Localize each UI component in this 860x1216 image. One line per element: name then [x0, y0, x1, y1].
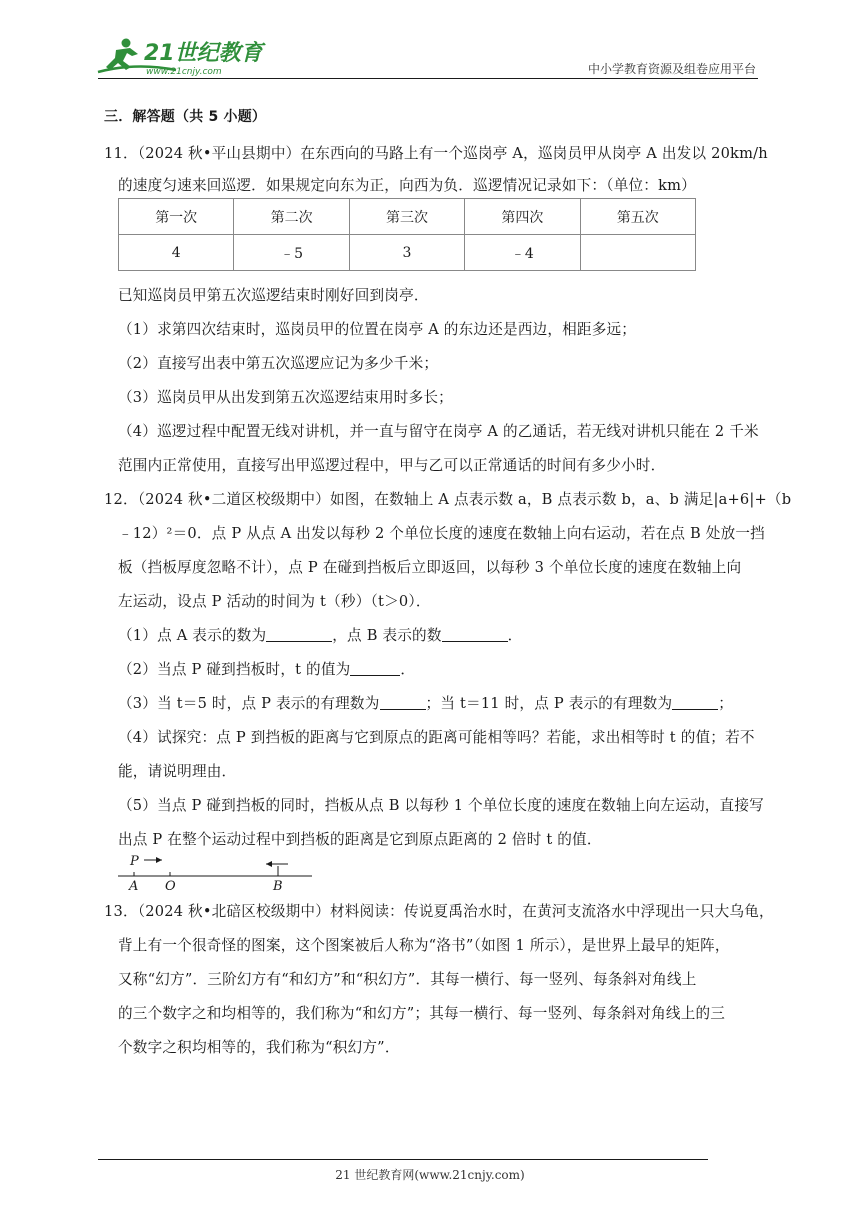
number-line-figure: [116, 852, 316, 892]
logo-text: 21世纪教育: [144, 41, 263, 66]
q11-part1: （1）求第四次结束时，巡岗员甲的位置在岗亭 A 的东边还是西边，相距多远；: [118, 321, 637, 338]
q12-line4: 左运动，设点 P 活动的时间为 t（秒）（t＞0）．: [118, 593, 431, 610]
q12-part2-text-b: ．: [400, 661, 416, 678]
table-row: [119, 235, 696, 271]
q12-part4-line1: （4）试探究：点 P 到挡板的距离与它到原点的距离可能相等吗？若能，求出相等时 t 的值；若不: [118, 729, 755, 746]
q13-line2: 背上有一个很奇怪的图案，这个图案被后人称为“洛书”（如图 1 所示），是世界上最早的矩阵，: [118, 937, 730, 954]
q11-line1: 11．（2024 秋•平山县期中）在东西向的马路上有一个巡岗亭 A，巡岗员甲从岗亭 A 出发以 20km/h: [104, 145, 768, 162]
table-header-cell: 第五次: [580, 199, 695, 235]
q12-part3-text-b: ；当 t＝11 时，点 P 表示的有理数为: [425, 695, 673, 712]
header-divider: [98, 78, 758, 79]
patrol-table: [118, 198, 696, 271]
table-cell: ﹣4: [465, 235, 580, 271]
table-header-cell: 第一次: [119, 199, 234, 235]
q12-part2-text-a: （2）当点 P 碰到挡板时，t 的值为: [118, 661, 351, 678]
q11-note: 已知巡岗员甲第五次巡逻结束时刚好回到岗亭．: [118, 287, 429, 304]
q12-line3: 板（挡板厚度忽略不计），点 P 在碰到挡板后立即返回，以每秒 3 个单位长度的速度在数轴上向: [118, 559, 742, 576]
label-o: O: [165, 879, 176, 892]
table-header-cell: 第四次: [465, 199, 580, 235]
q12-part2: [118, 658, 415, 679]
q12-part4-line2: 能，请说明理由．: [118, 763, 237, 780]
q12-part1-text-a: （1）点 A 表示的数为: [118, 627, 267, 644]
answer-blank: [380, 695, 426, 710]
table-header-row: [119, 199, 696, 235]
q12-part3-text-c: ；: [718, 695, 734, 712]
q13-line1: 13．（2024 秋•北碚区校级期中）材料阅读：传说夏禹治水时，在黄河支流洛水中浮现出一只大乌龟，: [104, 903, 774, 920]
table-cell: 3: [349, 235, 464, 271]
q12-part5-line2: 出点 P 在整个运动过程中到挡板的距离是它到原点距离的 2 倍时 t 的值．: [118, 831, 602, 848]
table-cell: ﹣5: [234, 235, 349, 271]
q11-part4-line2: 范围内正常使用，直接写出甲巡逻过程中，甲与乙可以正常通话的时间有多少小时．: [118, 457, 666, 474]
q12-line1: 12．（2024 秋•二道区校级期中）如图，在数轴上 A 点表示数 a，B 点表示数 b，a、b 满足|a+6|+（b: [104, 491, 792, 508]
answer-blank: [350, 661, 400, 676]
q11-part2: （2）直接写出表中第五次巡逻应记为多少千米；: [118, 355, 439, 372]
q12-part1-text-b: ，点 B 表示的数: [332, 627, 442, 644]
label-a: A: [129, 879, 139, 892]
q13-line4: 的三个数字之和均相等的，我们称为“和幻方”；其每一横行、每一竖列、每条斜对角线上的三: [118, 1005, 726, 1022]
q11-line2: 的速度匀速来回巡逻．如果规定向东为正，向西为负．巡逻情况记录如下：（单位：km）: [118, 177, 696, 194]
q12-line2: ﹣12）²＝0．点 P 从点 A 出发以每秒 2 个单位长度的速度在数轴上向右运动，若在点 B 处放一挡: [118, 525, 765, 542]
answer-blank: [266, 627, 332, 642]
footer-text: 21 世纪教育网(www.21cnjy.com): [335, 1168, 525, 1182]
table-cell: [580, 235, 695, 271]
label-p: P: [130, 854, 139, 869]
answer-blank: [442, 627, 508, 642]
q13-line5: 个数字之积均相等的，我们称为“积幻方”．: [118, 1039, 400, 1056]
table-cell: 4: [119, 235, 234, 271]
q12-part3-text-a: （3）当 t＝5 时，点 P 表示的有理数为: [118, 695, 380, 712]
footer-divider: [98, 1159, 708, 1160]
q12-part5-line1: （5）当点 P 碰到挡板的同时，挡板从点 B 以每秒 1 个单位长度的速度在数轴上向左运动，直接写: [118, 797, 764, 814]
table-header-cell: 第二次: [234, 199, 349, 235]
q13-line3: 又称“幻方”．三阶幻方有“和幻方”和“积幻方”．其每一横行、每一竖列、每条斜对角线上: [118, 971, 697, 988]
q12-part1-text-c: ．: [507, 627, 523, 644]
section-title: 三．解答题（共 5 小题）: [104, 109, 267, 125]
q11-part3: （3）巡岗员甲从出发到第五次巡逻结束用时多长；: [118, 389, 453, 406]
table-header-cell: 第三次: [349, 199, 464, 235]
logo-url: www.21cnjy.com: [146, 67, 222, 77]
q12-part1: [118, 624, 522, 645]
site-logo: [96, 34, 271, 78]
q12-part3: [118, 692, 733, 713]
label-b: B: [273, 879, 283, 892]
q11-part4-line1: （4）巡逻过程中配置无线对讲机，并一直与留守在岗亭 A 的乙通话，若无线对讲机只能在 2 千米: [118, 423, 759, 440]
platform-name: 中小学教育资源及组卷应用平台: [587, 62, 756, 76]
answer-blank: [672, 695, 718, 710]
